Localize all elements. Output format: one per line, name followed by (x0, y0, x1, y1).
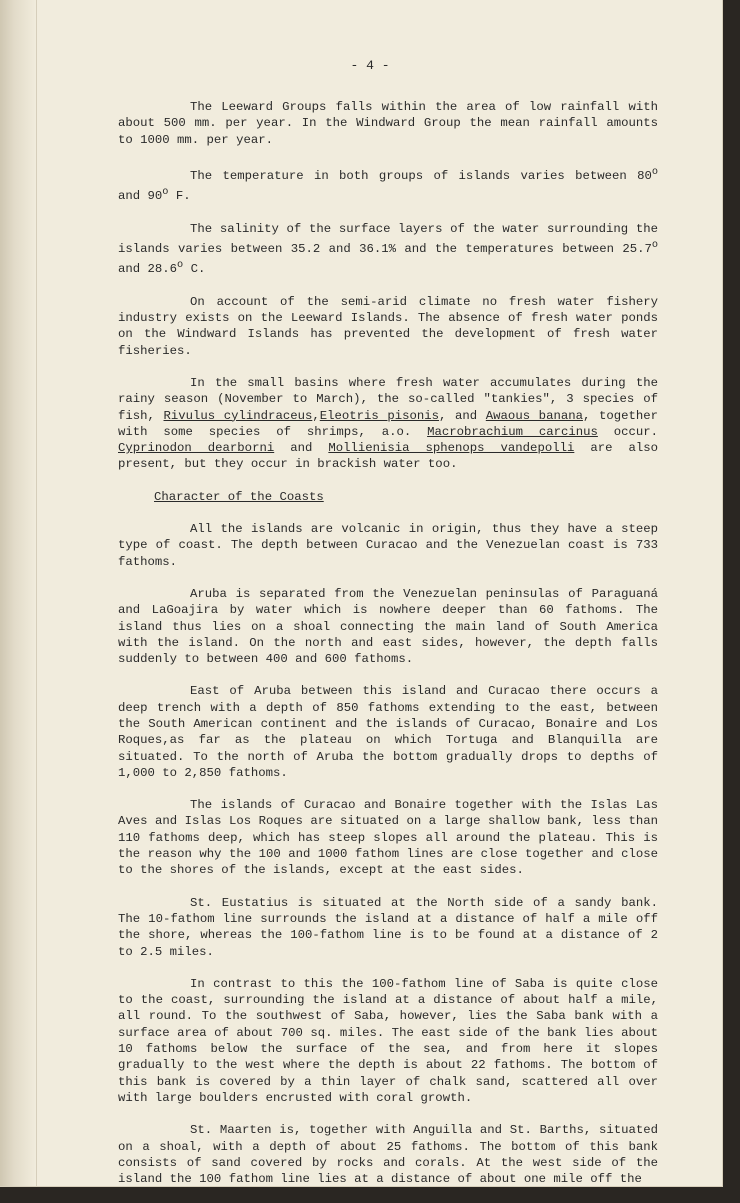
text-run: and 28.6 (118, 262, 178, 277)
paragraph-volcanic: All the islands are volcanic in origin, thus they have a steep type of coast. The depth between Curacao and the Venezuelan coast is 733 fathoms. (118, 522, 658, 569)
document-body (118, 99, 658, 1203)
text-run: C. (183, 262, 206, 277)
text-run: In the small basins where fresh water accumulates during the rainy season (November to March), the so-called "tankies", 3 species of fish, (118, 375, 658, 423)
text-run: The salinity of the surface layers of the water surrounding the islands varies between 35.2 and 36.1% and the temperatures between 25.7 (118, 221, 658, 257)
species-name: Cyprinodon dearborni (118, 441, 275, 456)
text-run: occur. (597, 424, 658, 439)
text-run: , (312, 408, 320, 423)
paragraph-temperature (118, 164, 658, 205)
paragraph-species (118, 375, 658, 473)
paragraph-trench: East of Aruba between this island and Curacao there occurs a deep trench with a depth of 850 fathoms extending to the east, between the South American continent and the islands of Curacao, Bonaire and Los Roques,as far as the plateau on which Tortuga and Blanquilla are situated. To the north of Aruba the bottom gradually drops to depths of 1,000 to 2,850 fathoms. (118, 684, 658, 780)
degree-sign: o (162, 186, 169, 199)
paragraph-st-eustatius: St. Eustatius is situated at the North side of a sandy bank. The 10-fathom line surrounds the island at a distance of half a mile off the shore, whereas the 100-fathom line is to be found at a distance of 2 to 2.5 miles. (118, 895, 658, 959)
degree-sign: o (651, 165, 658, 178)
paragraph-rainfall: The Leeward Groups falls within the area of low rainfall with about 500 mm. per year. In the Windward Group the mean rainfall amounts to 1000 mm. per year. (118, 100, 658, 147)
species-name: Awaous banana (485, 408, 583, 423)
text-run: and (274, 441, 329, 456)
species-name: Macrobrachium carcinus (427, 424, 598, 439)
text-run: are also present, but they occur in brackish water too. (118, 441, 658, 472)
species-name: Mollienisia sphenops vandepolli (328, 441, 575, 456)
page-binding (0, 0, 37, 1186)
text-run: F. (168, 189, 191, 204)
paragraph-curacao-bonaire: The islands of Curacao and Bonaire together with the Islas Las Aves and Islas Los Roques are situated on a large shallow bank, less than 110 fathoms deep, which has steep slopes all around the plateau. This is the reason why the 100 and 1000 fathom lines are close together and close to the shores of the islands, except at the east sides. (118, 798, 658, 878)
page-number: - 4 - (350, 58, 390, 73)
species-name: Eleotris pisonis (319, 408, 440, 423)
paragraph-fresh-water: On account of the semi-arid climate no fresh water fishery industry exists on the Leeward Islands. The absence of fresh water ponds on the Windward Islands has prevented the development of fresh water fisheries. (118, 294, 658, 358)
degree-sign: o (177, 259, 184, 272)
paragraph-salinity (118, 221, 658, 278)
paragraph-saba: In contrast to this the 100-fathom line of Saba is quite close to the coast, surrounding the island at a distance of about half a mile, all round. To the southwest of Saba, however, lies the Saba bank with a surface area of about 700 sq. miles. The east side of the bank lies about 10 fathoms below the surface of the sea, and from here it slopes gradually to the west where the depth is about 22 fathoms. The bottom of this bank is covered by a thin layer of chalk sand, scattered all over with large boulders encrusted with coral growth. (118, 976, 658, 1105)
text-run: , together with some species of shrimps, a.o. (118, 408, 658, 439)
paragraph-aruba: Aruba is separated from the Venezuelan peninsulas of Paraguaná and LaGoajira by water which is nowhere deeper than 60 fathoms. The island thus lies on a shoal connecting the main land of South America with the island. On the north and east sides, however, the depth falls suddenly to between 400 and 600 fathoms. (118, 586, 658, 667)
paragraph-st-maarten: St. Maarten is, together with Anguilla and St. Barths, situated on a shoal, with a depth of about 25 fathoms. The bottom of this bank consists of sand covered by rocks and corals. At the west side of the island the 100 fathom line lies at a distance of about one mile off the (118, 1123, 658, 1187)
degree-sign: o (651, 238, 658, 251)
text-run: The temperature in both groups of islands varies between 80 (190, 168, 652, 183)
text-run: and 90 (118, 189, 163, 204)
section-heading: Character of the Coasts (154, 489, 324, 504)
species-name: Rivulus cylindraceus (163, 408, 313, 423)
text-run: , and (439, 408, 486, 423)
